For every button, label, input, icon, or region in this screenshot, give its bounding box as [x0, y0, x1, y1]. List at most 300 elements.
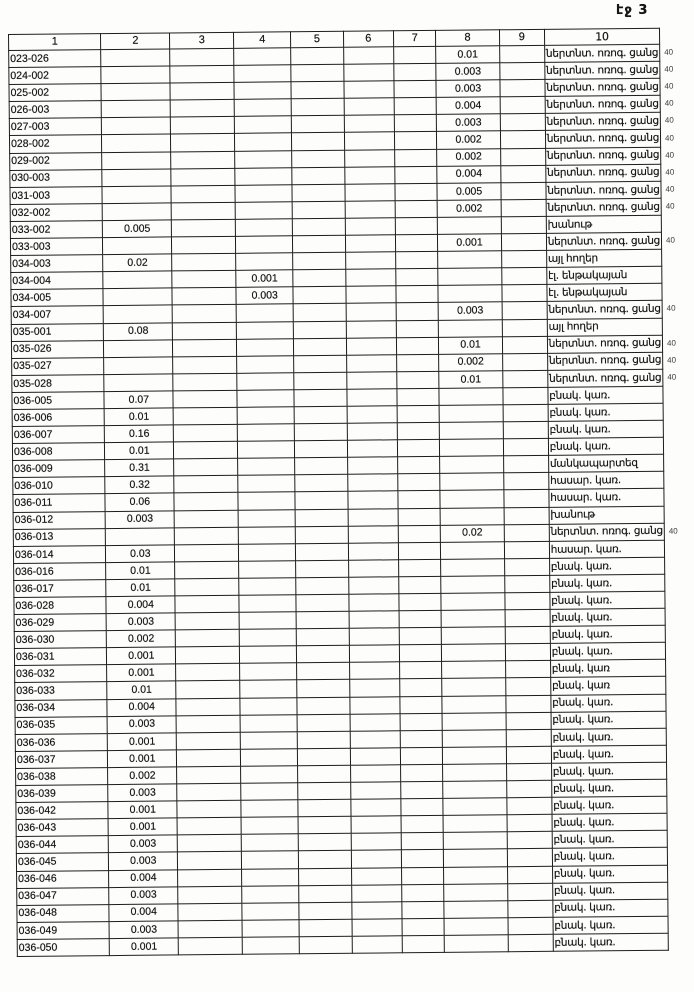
parcel-code-cell: 036-037 — [15, 750, 108, 768]
area-value-cell — [294, 423, 346, 441]
area-value-cell — [293, 235, 345, 253]
land-use-cell: բնակ. կառ. — [552, 865, 667, 883]
area-value-cell — [506, 695, 551, 713]
area-value-cell — [504, 575, 549, 593]
land-use-cell: ներտնտ. ոռոգ. ցանց — [545, 113, 660, 131]
margin-note: 40 — [667, 372, 677, 382]
area-value-cell — [176, 681, 240, 699]
margin-note — [668, 933, 694, 950]
margin-note: 40 — [664, 133, 674, 143]
area-value-cell — [177, 766, 241, 784]
area-value-cell — [235, 185, 292, 203]
area-value-cell: 0.001 — [438, 234, 501, 252]
area-value-cell — [444, 883, 507, 901]
area-value-cell — [176, 698, 240, 716]
area-value-cell — [348, 542, 399, 560]
area-value-cell: 0.16 — [105, 425, 174, 443]
area-value-cell — [239, 612, 296, 630]
area-value-cell — [104, 340, 173, 358]
area-value-cell — [441, 593, 504, 611]
area-value-cell — [174, 441, 238, 459]
margin-note — [664, 505, 694, 522]
margin-note — [667, 830, 694, 847]
area-value-cell — [299, 868, 351, 886]
area-value-cell — [350, 782, 401, 800]
area-value-cell — [442, 661, 505, 679]
area-value-cell — [295, 492, 347, 510]
area-value-cell — [395, 149, 438, 166]
land-use-cell: հասար. կառ. — [549, 540, 664, 558]
parcel-code-cell: 036-011 — [13, 494, 106, 512]
margin-note — [668, 899, 694, 916]
land-use-cell: այլ հողեր — [547, 318, 662, 336]
area-value-cell — [294, 406, 346, 424]
area-value-cell — [234, 99, 291, 117]
area-value-cell — [347, 423, 398, 441]
area-value-cell — [297, 714, 349, 732]
area-value-cell — [399, 576, 442, 593]
area-value-cell — [175, 612, 239, 630]
area-value-cell: 0.003 — [437, 114, 500, 132]
area-value-cell: 0.002 — [437, 200, 500, 218]
area-value-cell — [444, 900, 507, 918]
margin-note — [662, 266, 694, 283]
land-use-cell: ներտնտ. ոռոգ. ցանց — [547, 335, 662, 353]
parcel-code-cell: 036-042 — [16, 802, 109, 820]
area-value-cell — [439, 319, 502, 337]
parcel-code-cell: 024-002 — [9, 67, 102, 85]
area-value-cell — [438, 251, 501, 269]
area-value-cell — [505, 609, 550, 627]
margin-note — [661, 215, 694, 232]
area-value-cell — [442, 644, 505, 662]
area-value-cell — [440, 507, 503, 525]
margin-note — [667, 796, 694, 813]
parcel-code-cell: 036-032 — [15, 665, 108, 683]
area-value-cell: 0.01 — [107, 681, 176, 699]
area-value-cell — [438, 268, 501, 286]
parcel-code-cell: 036-049 — [17, 921, 110, 939]
parcel-code-cell: 036-009 — [13, 460, 106, 478]
area-value-cell — [241, 800, 298, 818]
margin-note: 40 — [664, 98, 674, 109]
area-value-cell: 0.001 — [108, 801, 177, 819]
land-use-cell: բնակ. կառ. — [550, 591, 665, 609]
area-value-cell — [506, 712, 551, 730]
area-value-cell — [440, 490, 503, 508]
area-value-cell — [396, 303, 439, 320]
area-value-cell — [239, 578, 296, 596]
area-value-cell — [235, 150, 292, 168]
area-value-cell: 0.001 — [236, 270, 293, 288]
column-header-5: 5 — [291, 31, 343, 48]
land-use-cell: բնակ. կառ. — [552, 848, 667, 866]
margin-note — [663, 386, 694, 403]
area-value-cell — [397, 405, 440, 422]
margin-note — [665, 574, 694, 591]
area-value-cell — [235, 202, 292, 220]
area-value-cell: 0.01 — [439, 336, 502, 354]
area-value-cell — [401, 764, 444, 781]
area-value-cell — [171, 185, 235, 203]
margin-note — [666, 693, 694, 710]
area-value-cell — [504, 507, 549, 525]
parcel-code-cell: 035-028 — [12, 374, 105, 392]
area-value-cell — [506, 780, 551, 798]
area-value-cell — [176, 664, 240, 682]
area-value-cell — [344, 98, 395, 116]
area-value-cell — [239, 543, 296, 561]
area-value-cell — [398, 457, 441, 474]
area-value-cell — [241, 749, 298, 767]
area-value-cell — [345, 235, 396, 253]
parcel-code-cell: 035-027 — [12, 357, 105, 375]
land-use-cell: հասար. կառ. — [549, 472, 664, 490]
area-value-cell: 0.001 — [107, 664, 176, 682]
area-value-cell — [299, 851, 351, 869]
area-value-cell — [298, 816, 350, 834]
area-value-cell — [346, 320, 397, 338]
margin-note — [664, 488, 694, 505]
area-value-cell: 0.004 — [437, 165, 500, 183]
area-value-cell — [173, 339, 237, 357]
margin-note — [665, 557, 694, 574]
area-value-cell: 0.003 — [236, 287, 293, 305]
area-value-cell — [295, 440, 347, 458]
parcel-code-cell: 036-007 — [12, 426, 105, 444]
area-value-cell — [296, 611, 348, 629]
parcel-code-cell: 036-036 — [15, 733, 108, 751]
margin-note — [667, 762, 694, 779]
land-use-cell: բնակ. կառ. — [548, 420, 663, 438]
area-value-cell — [234, 82, 291, 100]
area-value-cell — [294, 389, 346, 407]
area-value-cell — [344, 115, 395, 133]
area-value-cell — [351, 901, 402, 919]
area-value-cell: 0.004 — [107, 698, 176, 716]
area-value-cell — [350, 731, 401, 749]
area-value-cell — [343, 64, 394, 82]
land-use-cell: ներտնտ. ոռոգ. ցանց — [544, 44, 659, 62]
area-value-cell — [399, 628, 442, 645]
land-use-cell: բնակ. կառ. — [553, 899, 668, 917]
area-value-cell — [351, 884, 402, 902]
area-value-cell — [347, 457, 398, 475]
area-value-cell — [395, 183, 438, 200]
land-parcel-table — [8, 27, 694, 957]
area-value-cell — [438, 217, 501, 235]
area-value-cell — [295, 458, 347, 476]
area-value-cell — [400, 713, 443, 730]
area-value-cell — [173, 407, 237, 425]
area-value-cell — [349, 628, 400, 646]
area-value-cell — [345, 286, 396, 304]
margin-note: 40 — [665, 167, 675, 177]
area-value-cell — [503, 438, 548, 456]
area-value-cell: 0.004 — [437, 97, 500, 115]
area-value-cell: 0.003 — [436, 63, 499, 81]
area-value-cell — [102, 169, 171, 187]
area-value-cell — [503, 456, 548, 474]
area-value-cell — [501, 268, 546, 286]
land-use-cell: բնակ. կառ. — [551, 745, 666, 763]
area-value-cell — [394, 46, 437, 63]
area-value-cell — [507, 883, 552, 901]
area-value-cell — [172, 236, 236, 254]
area-value-cell — [175, 578, 239, 596]
area-value-cell — [239, 595, 296, 613]
column-header-7: 7 — [393, 30, 436, 46]
area-value-cell — [441, 541, 504, 559]
land-use-cell: բնակ. կառ. — [548, 403, 663, 421]
parcel-code-cell: 031-003 — [10, 186, 103, 204]
land-use-cell: էլ. ենթակայան — [547, 284, 662, 302]
area-value-cell — [397, 354, 440, 371]
margin-note: 40 — [664, 81, 674, 91]
parcel-code-cell: 036-039 — [16, 785, 109, 803]
area-value-cell — [293, 304, 345, 322]
parcel-code-cell: 036-038 — [16, 768, 109, 786]
area-value-cell: 0.004 — [106, 596, 175, 614]
land-use-cell: բնակ. կառ. — [553, 933, 668, 951]
area-value-cell — [345, 218, 396, 236]
area-value-cell — [102, 100, 171, 118]
area-value-cell: 0.003 — [106, 510, 175, 528]
area-value-cell — [344, 149, 395, 167]
area-value-cell — [238, 458, 295, 476]
area-value-cell — [440, 473, 503, 491]
land-use-cell: բնակ. կառ. — [550, 608, 665, 626]
land-use-cell: ներտնտ. ոռոգ. ցանց — [546, 181, 661, 199]
area-value-cell — [502, 353, 547, 371]
area-value-cell — [236, 236, 293, 254]
area-value-cell — [402, 867, 445, 884]
land-use-cell: ներտնտ. ոռոգ. ցանց — [545, 61, 660, 79]
area-value-cell — [400, 747, 443, 764]
area-value-cell — [508, 917, 553, 935]
area-value-cell — [396, 337, 439, 354]
area-value-cell — [237, 373, 294, 391]
area-value-cell — [235, 167, 292, 185]
area-value-cell — [352, 919, 403, 937]
area-value-cell — [299, 919, 351, 937]
area-value-cell — [508, 934, 553, 952]
column-header-2: 2 — [101, 33, 170, 50]
area-value-cell: 0.001 — [107, 647, 176, 665]
parcel-code-cell: 036-035 — [15, 716, 108, 734]
area-value-cell: 0.32 — [105, 476, 174, 494]
parcel-code-cell: 036-030 — [14, 631, 107, 649]
area-value-cell — [442, 695, 505, 713]
area-value-cell — [296, 594, 348, 612]
area-value-cell — [297, 731, 349, 749]
area-value-cell — [177, 749, 241, 767]
area-value-cell — [172, 253, 236, 271]
parcel-code-cell: 034-003 — [11, 255, 104, 273]
area-value-cell — [171, 219, 235, 237]
area-value-cell — [102, 186, 171, 204]
area-value-cell — [172, 288, 236, 306]
area-value-cell — [298, 765, 350, 783]
margin-note — [662, 249, 694, 266]
area-value-cell — [396, 269, 439, 286]
area-value-cell — [397, 440, 440, 457]
area-value-cell — [101, 83, 170, 101]
area-value-cell — [294, 355, 346, 373]
area-value-cell — [347, 440, 398, 458]
area-value-cell — [171, 134, 235, 152]
area-value-cell — [175, 561, 239, 579]
area-value-cell — [299, 902, 351, 920]
area-value-cell — [349, 645, 400, 663]
area-value-cell — [350, 713, 401, 731]
area-value-cell: 0.003 — [436, 80, 499, 98]
parcel-code-cell: 036-005 — [12, 391, 105, 409]
area-value-cell — [439, 405, 502, 423]
area-value-cell — [395, 166, 438, 183]
land-use-cell: էլ. ենթակայան — [547, 266, 662, 284]
parcel-code-cell: 036-028 — [14, 597, 107, 615]
land-use-cell: բնակ. կառ. — [550, 642, 665, 660]
parcel-code-cell: 036-012 — [13, 511, 106, 529]
area-value-cell — [238, 492, 295, 510]
margin-spacer — [659, 28, 693, 44]
margin-note — [666, 745, 694, 762]
parcel-code-cell: 036-013 — [13, 528, 106, 546]
area-value-cell — [102, 152, 171, 170]
area-value-cell — [506, 763, 551, 781]
area-value-cell — [174, 527, 238, 545]
land-use-cell: խանութ — [549, 506, 664, 524]
area-value-cell — [504, 524, 549, 542]
area-value-cell — [236, 304, 293, 322]
margin-note: 40 — [665, 184, 675, 194]
area-value-cell — [502, 336, 547, 354]
land-use-cell: բնակ. կառ — [550, 677, 665, 695]
area-value-cell: 0.002 — [439, 353, 502, 371]
area-value-cell — [173, 373, 237, 391]
area-value-cell: 0.03 — [106, 545, 175, 563]
land-use-cell: ներտնտ. ոռոգ. ցանց — [545, 78, 660, 96]
land-use-cell: ներտնտ. ոռոգ. ցանց — [547, 352, 662, 370]
land-use-cell: ներտնտ. ոռոգ. ցանց — [549, 523, 664, 541]
area-value-cell — [438, 285, 501, 303]
area-value-cell — [401, 781, 444, 798]
parcel-code-cell: 036-044 — [16, 836, 109, 854]
area-value-cell — [507, 815, 552, 833]
area-value-cell — [506, 746, 551, 764]
margin-note: 40 — [666, 304, 676, 314]
page-number-label: էջ 3 — [616, 3, 649, 18]
area-value-cell — [395, 217, 438, 234]
area-value-cell — [298, 748, 350, 766]
area-value-cell — [402, 918, 445, 935]
area-value-cell — [104, 357, 173, 375]
area-value-cell: 0.003 — [438, 302, 501, 320]
parcel-code-cell: 033-002 — [10, 221, 103, 239]
parcel-code-cell: 036-031 — [14, 648, 107, 666]
land-use-cell: բնակ. կառ. — [548, 386, 663, 404]
area-value-cell — [349, 696, 400, 714]
margin-note — [667, 847, 694, 864]
area-value-cell — [398, 474, 441, 491]
area-value-cell — [177, 783, 241, 801]
area-value-cell: 0.003 — [109, 835, 178, 853]
area-value-cell — [293, 321, 345, 339]
area-value-cell — [399, 645, 442, 662]
area-value-cell — [501, 216, 546, 234]
area-value-cell — [176, 732, 240, 750]
margin-note — [662, 283, 694, 300]
area-value-cell: 0.002 — [437, 131, 500, 149]
area-value-cell: 0.02 — [441, 524, 504, 542]
area-value-cell — [344, 132, 395, 150]
area-value-cell — [239, 629, 296, 647]
area-value-cell — [104, 305, 173, 323]
land-use-cell: հասար. կառ. — [549, 489, 664, 507]
area-value-cell — [238, 526, 295, 544]
area-value-cell — [444, 918, 507, 936]
area-value-cell — [396, 286, 439, 303]
area-value-cell — [292, 167, 344, 185]
area-value-cell — [501, 182, 546, 200]
area-value-cell — [236, 219, 293, 237]
area-value-cell — [239, 561, 296, 579]
margin-note — [665, 625, 694, 642]
area-value-cell — [292, 201, 344, 219]
area-value-cell: 0.01 — [105, 408, 174, 426]
area-value-cell: 0.003 — [109, 921, 178, 939]
land-use-cell: բնակ. կառ. — [551, 762, 666, 780]
parcel-code-cell: 025-002 — [9, 84, 102, 102]
area-value-cell — [345, 269, 396, 287]
area-value-cell — [500, 165, 545, 183]
margin-note: 40 — [668, 526, 678, 536]
area-value-cell — [499, 45, 544, 63]
area-value-cell — [103, 288, 172, 306]
area-value-cell — [178, 920, 242, 938]
area-value-cell — [508, 900, 553, 918]
margin-note — [666, 711, 694, 728]
area-value-cell — [242, 937, 299, 955]
area-value-cell — [505, 592, 550, 610]
area-value-cell — [343, 81, 394, 99]
area-value-cell — [103, 271, 172, 289]
parcel-code-cell: 036-050 — [17, 938, 110, 956]
area-value-cell — [291, 99, 343, 117]
area-value-cell — [500, 80, 545, 98]
area-value-cell — [178, 852, 242, 870]
area-value-cell — [299, 885, 351, 903]
column-header-9: 9 — [499, 29, 544, 45]
area-value-cell: 0.01 — [436, 46, 499, 64]
margin-note — [663, 437, 694, 454]
area-value-cell — [352, 936, 403, 954]
area-value-cell — [397, 388, 440, 405]
area-value-cell — [238, 475, 295, 493]
land-use-cell: բնակ. կառ. — [552, 796, 667, 814]
parcel-code-cell: 033-003 — [10, 238, 103, 256]
area-value-cell — [295, 509, 347, 527]
area-value-cell: 0.001 — [108, 733, 177, 751]
area-value-cell — [345, 252, 396, 270]
land-use-cell: մանկապարտեզ — [548, 454, 663, 472]
area-value-cell: 0.06 — [105, 493, 174, 511]
area-value-cell: 0.003 — [109, 852, 178, 870]
area-value-cell — [293, 287, 345, 305]
margin-note: 40 — [667, 355, 677, 365]
area-value-cell — [172, 271, 236, 289]
